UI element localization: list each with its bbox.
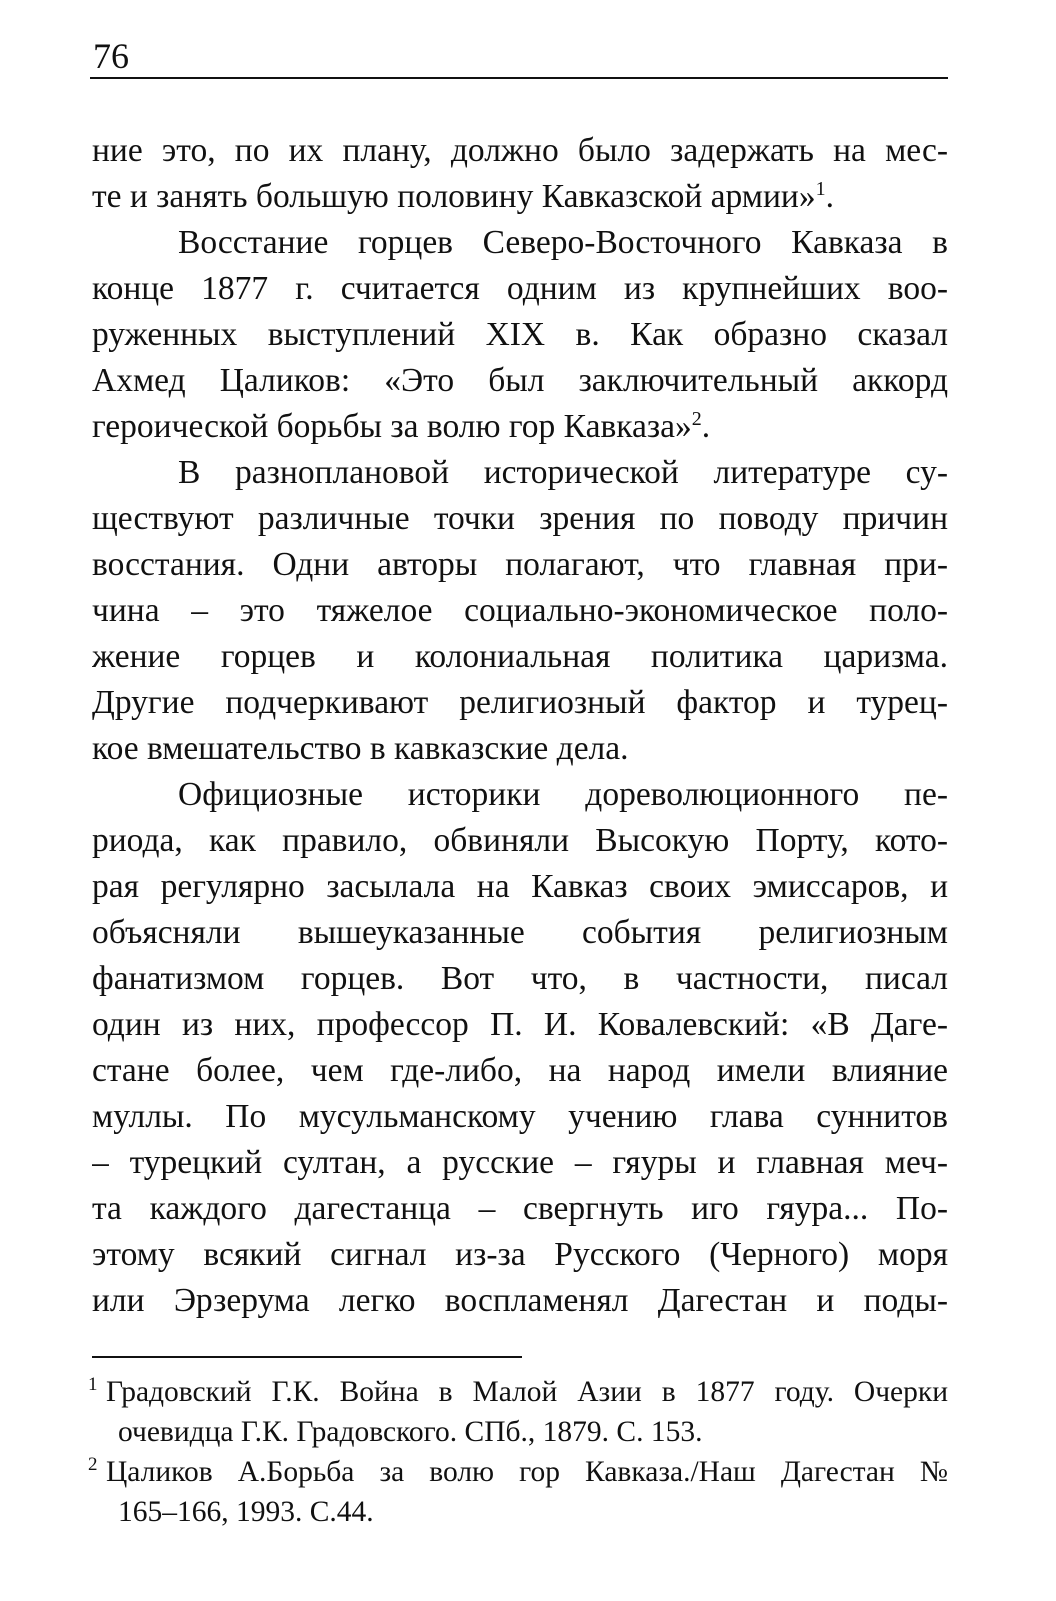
- footnote: [88, 1372, 948, 1452]
- footnote-reference: 1: [815, 177, 826, 200]
- text-line: стане более, чем где-либо, на народ имели влияние: [92, 1052, 948, 1089]
- footnote-line: 2 Цаликов А.Борьба за волю гор Кавказа./Наш Дагестан №: [88, 1454, 948, 1488]
- text-line: Официозные историки дореволюционного пе-: [178, 776, 948, 813]
- text-line: кое вмешательство в кавказские дела.: [92, 730, 629, 767]
- footnotes: [88, 1372, 948, 1532]
- text-line: ние это, по их плану, должно было задержать на мес-: [92, 132, 948, 169]
- text-line: героической борьбы за волю гор Кавказа»$^2$.: [92, 407, 711, 445]
- text-line: та каждого дагестанца – свергнуть иго гяура... По-: [92, 1190, 948, 1227]
- text-line: ществуют различные точки зрения по поводу причин: [92, 500, 948, 537]
- footnote-line: 165–166, 1993. С.44.: [118, 1496, 374, 1528]
- text-line: восстания. Одни авторы полагают, что главная при-: [92, 546, 948, 583]
- text-line: – турецкий султан, а русские – гяуры и главная меч-: [92, 1144, 948, 1181]
- text-line: фанатизмом горцев. Вот что, в частности, писал: [92, 960, 948, 997]
- footnote: [88, 1452, 948, 1532]
- footnote-line: 1 Градовский Г.К. Война в Малой Азии в 1877 году. Очерки: [88, 1374, 948, 1408]
- text-line: рая регулярно засылала на Кавказ своих эмиссаров, и: [92, 868, 948, 905]
- text-line: конце 1877 г. считается одним из крупнейших воо-: [92, 270, 948, 307]
- text-line: те и занять большую половину Кавказской армии»$^1$.: [92, 177, 834, 215]
- text-line: объясняли вышеуказанные события религиозным: [92, 914, 948, 951]
- text-line: один из них, профессор П. И. Ковалевский: «В Даге-: [92, 1006, 948, 1043]
- text-line: В разноплановой исторической литературе су-: [178, 454, 948, 491]
- text-line: чина – это тяжелое социально-экономическое поло-: [92, 592, 948, 629]
- text-line: Другие подчеркивают религиозный фактор и турец-: [92, 684, 948, 721]
- main-text: [92, 128, 948, 1324]
- footnote-reference: 2: [691, 407, 702, 430]
- text-line: Ахмед Цаликов: «Это был заключительный аккорд: [92, 362, 948, 399]
- text-line: или Эрзерума легко воспламенял Дагестан и поды-: [92, 1282, 948, 1319]
- header-rule: [90, 77, 948, 79]
- text-line: Восстание горцев Северо-Восточного Кавказа в: [178, 224, 948, 261]
- text-line: жение горцев и колониальная политика царизма.: [92, 638, 948, 675]
- text-line: муллы. По мусульманскому учению глава суннитов: [92, 1098, 948, 1135]
- page-number: 76: [93, 36, 129, 76]
- text-line: риода, как правило, обвиняли Высокую Порту, кото-: [92, 822, 948, 859]
- footnote-separator: [92, 1356, 522, 1358]
- footnote-line: очевидца Г.К. Градовского. СПб., 1879. С. 153.: [118, 1416, 703, 1448]
- text-line: этому всякий сигнал из-за Русского (Черного) моря: [92, 1236, 948, 1273]
- text-line: руженных выступлений XIX в. Как образно сказал: [92, 316, 948, 353]
